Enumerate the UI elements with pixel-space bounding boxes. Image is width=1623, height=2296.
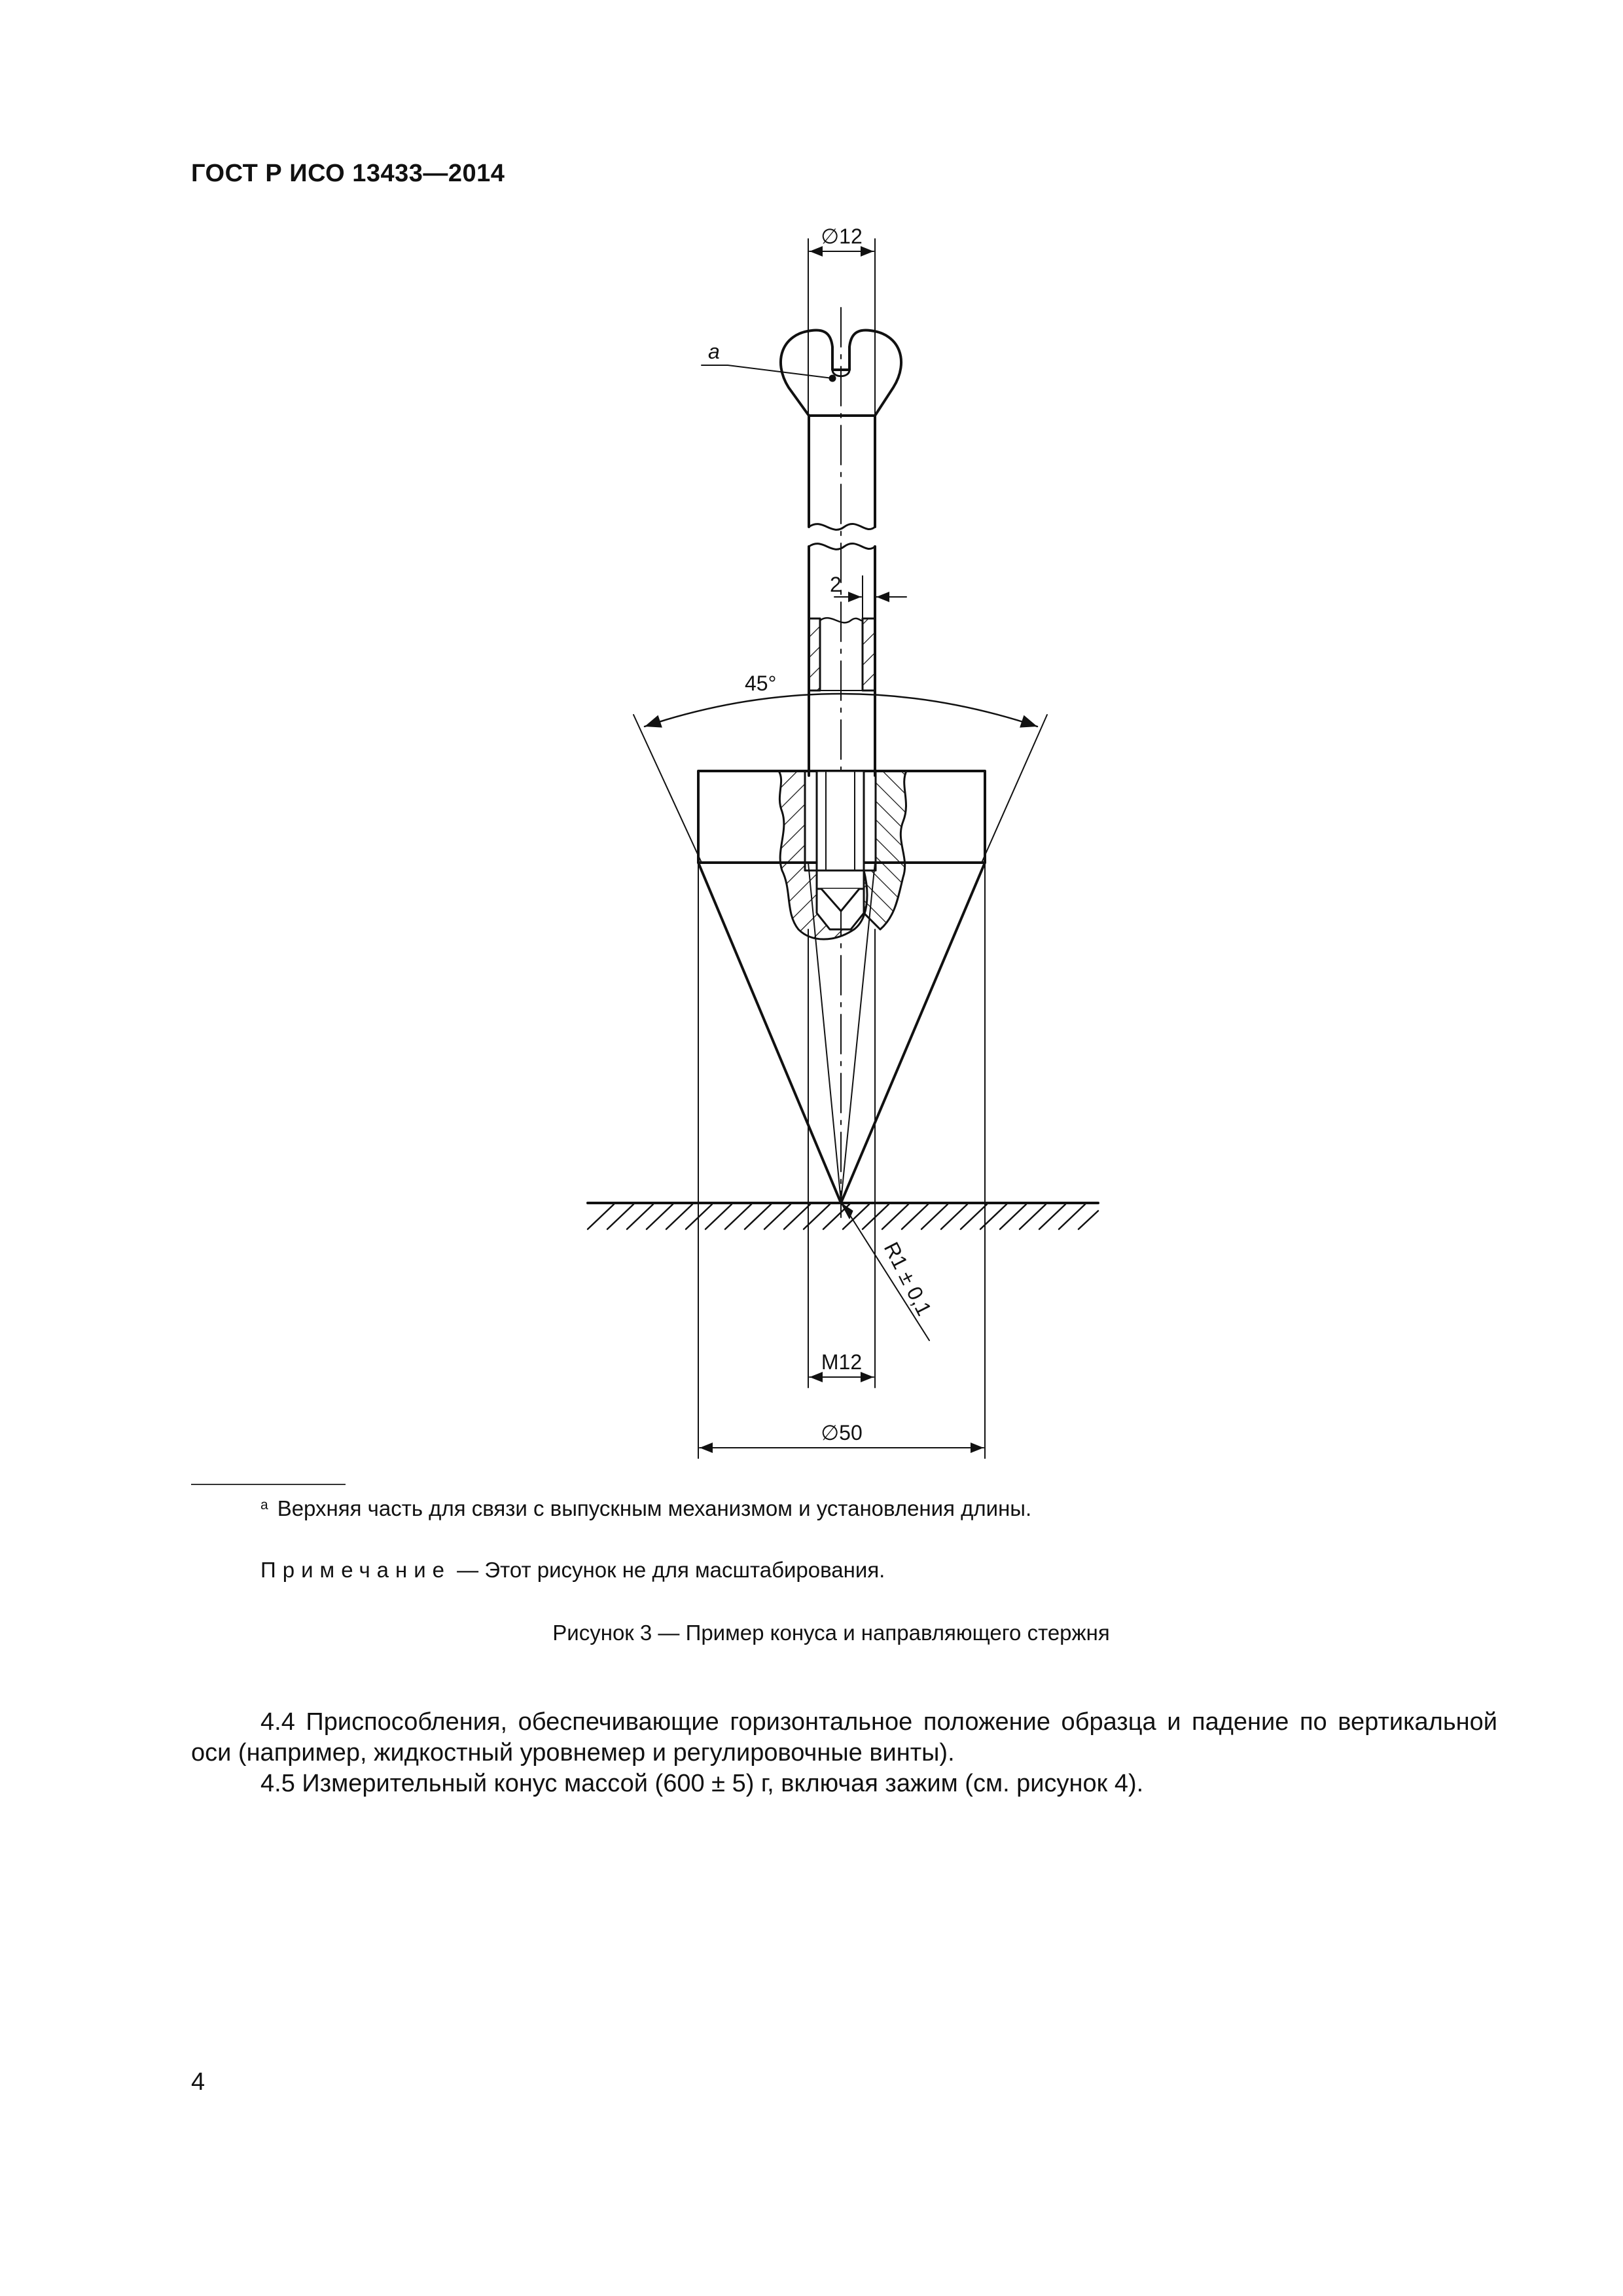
angle-ext-left bbox=[633, 715, 702, 863]
break-upper bbox=[809, 524, 875, 529]
ground-hatch bbox=[588, 1204, 1098, 1229]
note-text: — Этот рисунок не для масштабирования. bbox=[451, 1558, 885, 1582]
rod-thread-left bbox=[809, 619, 820, 691]
cone-section-right bbox=[864, 771, 906, 929]
page-number: 4 bbox=[191, 2068, 205, 2096]
label-dia-top: ∅12 bbox=[821, 224, 863, 248]
footnote-text: Верхняя часть для связи с выпускным механизмом и установления длины. bbox=[277, 1496, 1032, 1520]
footnote-divider bbox=[191, 1484, 346, 1485]
label-thread: M12 bbox=[821, 1350, 863, 1374]
label-angle: 45° bbox=[745, 672, 777, 695]
paragraph-4-4: 4.4 Приспособления, обеспечивающие горизонтальное положение образца и падение по вертикальной оси (например, жидкостный уровнемер и регулировочные винты). bbox=[191, 1708, 1497, 1767]
body-text bbox=[191, 1707, 1497, 1799]
label-dia-base: ∅50 bbox=[821, 1421, 863, 1444]
footnote-marker: a bbox=[260, 1498, 268, 1513]
note-label: Примечание bbox=[260, 1558, 452, 1582]
break-lower bbox=[809, 543, 875, 549]
label-wall-thickness: 2 bbox=[830, 573, 842, 596]
figure-note bbox=[260, 1558, 885, 1583]
figure-caption: Рисунок 3 — Пример конуса и направляющего стержня bbox=[552, 1621, 1110, 1645]
label-radius: R1 ± 0,1 bbox=[879, 1238, 936, 1319]
paragraph-4-5: 4.5 Измерительный конус массой (600 ± 5) г, включая зажим (см. рисунок 4). bbox=[260, 1770, 1144, 1797]
angle-ext-right bbox=[982, 715, 1047, 863]
footnote bbox=[260, 1496, 1031, 1521]
document-header: ГОСТ Р ИСО 13433—2014 bbox=[191, 160, 505, 187]
rod-thread-right bbox=[863, 619, 875, 691]
label-callout-a: a bbox=[708, 340, 720, 363]
